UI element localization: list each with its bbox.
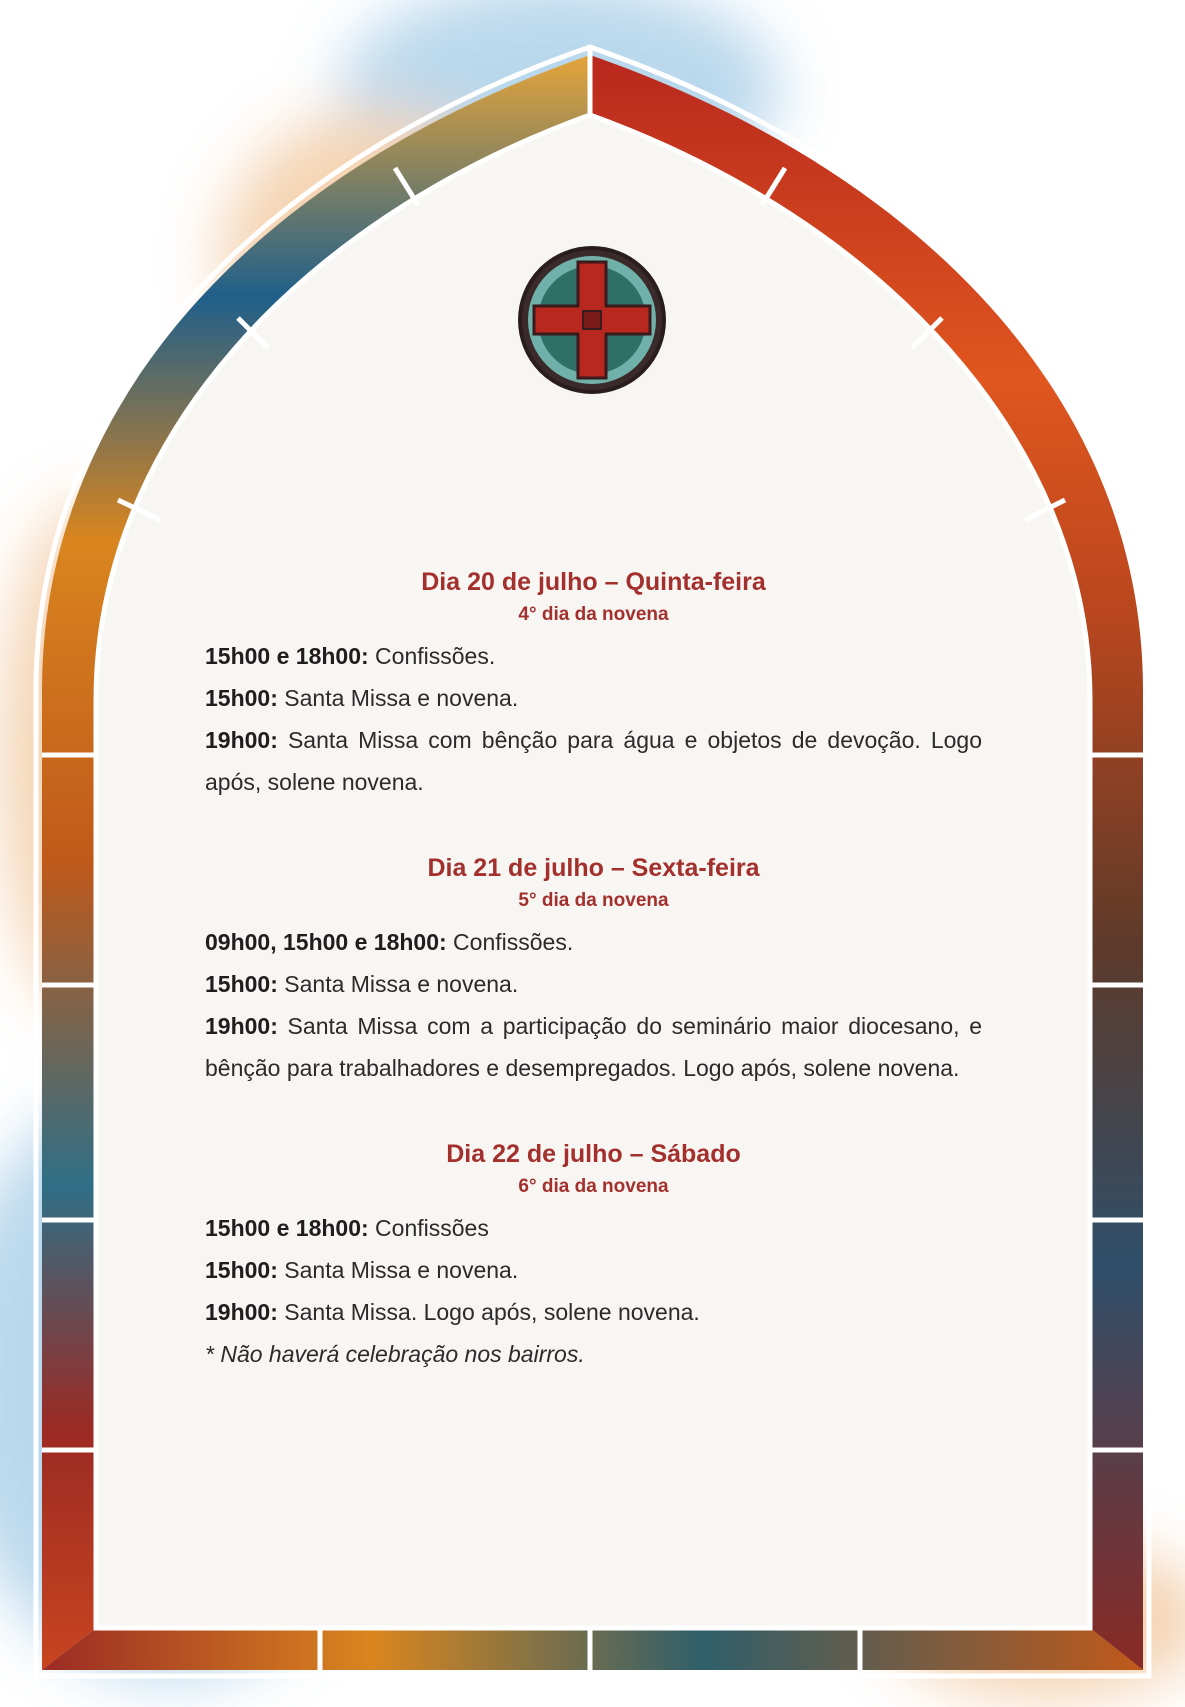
schedule-item: [205, 719, 982, 803]
novena-schedule: [205, 565, 982, 1375]
day-subtitle: 4° dia da novena: [518, 604, 669, 625]
schedule-time: 15h00 e 18h00:: [205, 1215, 369, 1241]
day-subtitle: 6° dia da novena: [518, 1176, 669, 1197]
schedule-text: Confissões.: [368, 643, 496, 669]
schedule-time: 15h00:: [205, 1257, 278, 1283]
day-section-21: [205, 851, 982, 1089]
schedule-item: [205, 1005, 982, 1089]
schedule-text: Santa Missa e novena.: [277, 1257, 519, 1283]
schedule-text: Santa Missa. Logo após, solene novena.: [277, 1299, 700, 1325]
schedule-item: [205, 1207, 982, 1249]
schedule-item: [205, 963, 982, 1005]
schedule-text: Santa Missa e novena.: [277, 685, 519, 711]
schedule-time: 19h00:: [205, 1299, 278, 1325]
schedule-time: 09h00, 15h00 e 18h00:: [205, 929, 447, 955]
day-title: Dia 22 de julho – Sábado: [446, 1140, 741, 1168]
schedule-item: [205, 1249, 982, 1291]
day-subtitle: 5° dia da novena: [518, 890, 669, 911]
schedule-item: [205, 635, 982, 677]
day-title: Dia 21 de julho – Sexta-feira: [427, 854, 760, 882]
schedule-text: Confissões.: [446, 929, 574, 955]
schedule-item: [205, 1291, 982, 1333]
schedule-text: Santa Missa com bênção para água e objetos de devoção. Logo após, solene novena.: [205, 727, 982, 795]
schedule-item: [205, 677, 982, 719]
schedule-text: Santa Missa com a participação do seminário maior diocesano, e bênção para trabalhadores e desempregados. Logo após, solene novena.: [205, 1013, 982, 1081]
schedule-time: 15h00:: [205, 685, 278, 711]
day-section-22: [205, 1137, 982, 1375]
stained-glass-cross-icon: [520, 248, 664, 392]
footnote: * Não haverá celebração nos bairros.: [205, 1341, 585, 1367]
schedule-text: Santa Missa e novena.: [277, 971, 519, 997]
schedule-time: 15h00:: [205, 971, 278, 997]
schedule-time: 19h00:: [205, 727, 278, 753]
schedule-item: [205, 921, 982, 963]
day-title: Dia 20 de julho – Quinta-feira: [421, 568, 766, 596]
day-section-20: [205, 565, 982, 803]
schedule-text: Confissões: [368, 1215, 489, 1241]
schedule-time: 19h00:: [205, 1013, 278, 1039]
schedule-time: 15h00 e 18h00:: [205, 643, 369, 669]
